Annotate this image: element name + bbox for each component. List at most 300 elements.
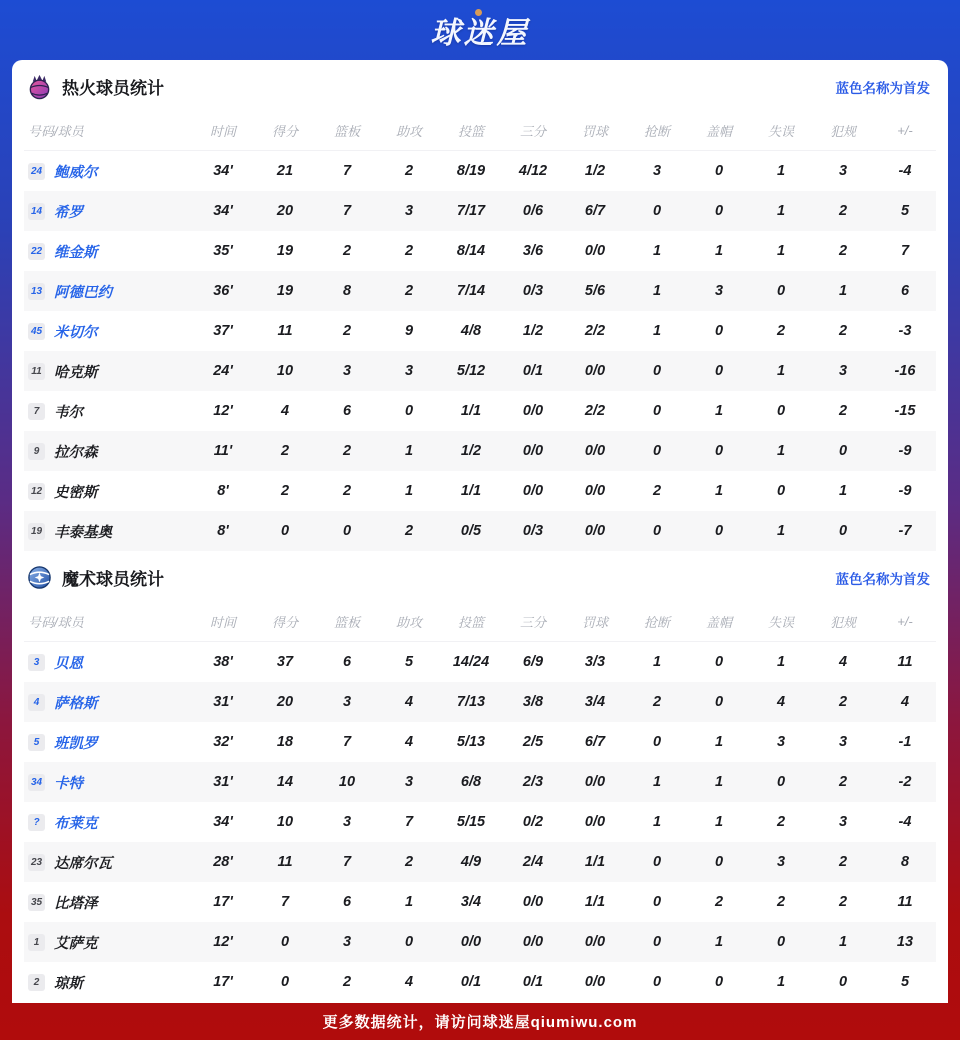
jersey-number-badge: 4 bbox=[28, 694, 45, 711]
stat-value: 1 bbox=[714, 403, 724, 419]
stat-value: 28' bbox=[213, 854, 233, 870]
stat-value: 0 bbox=[776, 403, 786, 419]
stat-value: 2 bbox=[404, 854, 414, 870]
stat-value: 12' bbox=[213, 403, 233, 419]
stat-value: 11 bbox=[277, 854, 293, 870]
stat-value: 17' bbox=[213, 894, 233, 910]
stat-value: 2 bbox=[838, 243, 848, 259]
stat-value: 6/7 bbox=[584, 203, 606, 219]
stat-value: 0 bbox=[838, 443, 848, 459]
stat-value: 3/4 bbox=[584, 694, 606, 710]
stat-value: 0/1 bbox=[522, 363, 544, 379]
player-name[interactable]: 卡特 bbox=[54, 775, 83, 792]
stat-value: 1 bbox=[776, 974, 786, 990]
stat-value: 0 bbox=[652, 203, 662, 219]
stat-value: 0 bbox=[652, 403, 662, 419]
stat-value: 6/7 bbox=[584, 734, 606, 750]
stat-value: 2 bbox=[280, 483, 290, 499]
stat-value: 0 bbox=[714, 694, 724, 710]
stat-value: 37' bbox=[213, 323, 233, 339]
stat-value: 3 bbox=[342, 814, 352, 830]
stat-value: 4 bbox=[900, 694, 910, 710]
jersey-number-badge: 3 bbox=[28, 654, 45, 671]
column-header: 抢断 bbox=[643, 124, 670, 139]
stat-value: 0 bbox=[714, 523, 724, 539]
stat-value: 2 bbox=[776, 323, 786, 339]
stat-value: 11 bbox=[897, 894, 913, 910]
stat-value: 1 bbox=[714, 774, 724, 790]
column-header: 时间 bbox=[209, 615, 236, 630]
stat-value: 0/0 bbox=[522, 894, 544, 910]
stat-value: 0/5 bbox=[460, 523, 482, 539]
stat-value: 6 bbox=[900, 283, 910, 299]
stat-value: 0/0 bbox=[584, 363, 606, 379]
jersey-number-badge: 35 bbox=[28, 894, 45, 911]
stat-value: 31' bbox=[213, 774, 233, 790]
player-cell bbox=[24, 772, 192, 793]
stat-value: 5 bbox=[900, 203, 910, 219]
stat-value: 2 bbox=[652, 694, 662, 710]
stat-value: 2 bbox=[838, 203, 848, 219]
stat-value: 2/4 bbox=[522, 854, 544, 870]
player-name[interactable]: 米切尔 bbox=[54, 324, 98, 341]
stat-value: 2 bbox=[342, 323, 352, 339]
player-cell bbox=[24, 852, 192, 873]
stat-value: 2 bbox=[838, 403, 848, 419]
jersey-number-badge: 7 bbox=[28, 403, 45, 420]
stat-value: 0 bbox=[714, 323, 724, 339]
stat-value: 0 bbox=[776, 483, 786, 499]
site-footer bbox=[0, 1003, 960, 1040]
player-name[interactable]: 哈克斯 bbox=[54, 364, 98, 381]
stat-value: 0 bbox=[776, 283, 786, 299]
stat-value: 3 bbox=[404, 774, 414, 790]
section-title-magic: 魔术球员统计 bbox=[62, 570, 164, 589]
stat-value: 2 bbox=[404, 523, 414, 539]
stat-value: 2 bbox=[838, 694, 848, 710]
stat-value: 3 bbox=[776, 734, 786, 750]
stat-value: 0/0 bbox=[584, 523, 606, 539]
stat-value: 0 bbox=[280, 523, 290, 539]
stat-value: 2 bbox=[404, 243, 414, 259]
stat-value: 13 bbox=[896, 934, 914, 950]
stat-value: 1/1 bbox=[460, 483, 482, 499]
stat-value: 14/24 bbox=[452, 654, 490, 670]
column-header: 犯规 bbox=[829, 124, 856, 139]
stat-value: 2 bbox=[342, 443, 352, 459]
column-header: 盖帽 bbox=[705, 124, 732, 139]
player-row bbox=[24, 231, 936, 271]
stat-value: 8/19 bbox=[456, 163, 486, 179]
stat-value: 0 bbox=[652, 894, 662, 910]
player-row bbox=[24, 431, 936, 471]
player-row bbox=[24, 962, 936, 1002]
stat-value: 5/6 bbox=[584, 283, 606, 299]
jersey-number-badge: 13 bbox=[28, 283, 45, 300]
stat-value: 0 bbox=[652, 934, 662, 950]
stat-value: 3 bbox=[838, 363, 848, 379]
column-header: 篮板 bbox=[333, 124, 360, 139]
stat-value: 3/6 bbox=[522, 243, 544, 259]
column-header: 号码/球员 bbox=[28, 615, 84, 630]
stat-value: 4 bbox=[280, 403, 290, 419]
stat-value: 8/14 bbox=[456, 243, 486, 259]
stat-value: 6/9 bbox=[522, 654, 544, 670]
jersey-number-badge: ? bbox=[28, 814, 45, 831]
stat-value: 0 bbox=[652, 854, 662, 870]
player-cell bbox=[24, 652, 192, 673]
stat-value: 1 bbox=[652, 814, 662, 830]
player-cell bbox=[24, 241, 192, 262]
stat-value: 31' bbox=[213, 694, 233, 710]
player-name[interactable]: 艾萨克 bbox=[54, 935, 98, 952]
jersey-number-badge: 9 bbox=[28, 443, 45, 460]
stat-value: 1 bbox=[714, 814, 724, 830]
stat-value: 9 bbox=[404, 323, 414, 339]
stat-value: 1/2 bbox=[584, 163, 606, 179]
stat-value: 0/6 bbox=[522, 203, 544, 219]
player-row bbox=[24, 391, 936, 431]
stat-value: 2 bbox=[776, 894, 786, 910]
stat-value: 1 bbox=[404, 443, 414, 459]
player-row bbox=[24, 762, 936, 802]
player-cell bbox=[24, 401, 192, 422]
stat-value: 2 bbox=[280, 443, 290, 459]
player-row bbox=[24, 682, 936, 722]
stat-value: 1/1 bbox=[584, 854, 606, 870]
stat-value: 3/8 bbox=[522, 694, 544, 710]
stat-value: 6 bbox=[342, 403, 352, 419]
stat-value: 0 bbox=[404, 934, 414, 950]
player-name[interactable]: 比塔泽 bbox=[54, 895, 98, 912]
player-row bbox=[24, 271, 936, 311]
stat-value: 4/8 bbox=[460, 323, 482, 339]
stat-value: 1/2 bbox=[460, 443, 482, 459]
player-row bbox=[24, 922, 936, 962]
stat-value: 4/12 bbox=[518, 163, 548, 179]
player-row bbox=[24, 191, 936, 231]
stat-value: 2 bbox=[714, 894, 724, 910]
stat-value: 11' bbox=[213, 443, 233, 459]
stat-value: 3 bbox=[714, 283, 724, 299]
player-name[interactable]: 达席尔瓦 bbox=[54, 855, 112, 872]
stat-value: -4 bbox=[898, 163, 912, 179]
stat-value: 5/13 bbox=[456, 734, 486, 750]
stat-value: 5/15 bbox=[456, 814, 486, 830]
stat-value: 1 bbox=[714, 243, 724, 259]
stat-value: 3/4 bbox=[460, 894, 482, 910]
player-cell bbox=[24, 692, 192, 713]
stat-value: 0 bbox=[714, 654, 724, 670]
site-logo-text: 球迷屋 bbox=[430, 17, 530, 50]
stat-value: 3 bbox=[838, 163, 848, 179]
stat-value: 0/0 bbox=[584, 934, 606, 950]
stat-value: 0/0 bbox=[584, 814, 606, 830]
stat-value: 1 bbox=[776, 243, 786, 259]
jersey-number-badge: 5 bbox=[28, 734, 45, 751]
stat-value: 2 bbox=[838, 774, 848, 790]
stat-value: 10 bbox=[276, 814, 294, 830]
stat-value: 3 bbox=[342, 694, 352, 710]
stat-value: 8 bbox=[342, 283, 352, 299]
stat-value: -9 bbox=[898, 483, 912, 499]
stat-value: 2 bbox=[342, 483, 352, 499]
stat-value: 7/17 bbox=[456, 203, 486, 219]
stat-value: 11 bbox=[897, 654, 913, 670]
footer-text: 更多数据统计，请访问球迷屋qiumiwu.com bbox=[322, 1014, 638, 1031]
stat-value: 1 bbox=[714, 483, 724, 499]
stat-value: 2 bbox=[838, 894, 848, 910]
stats-card bbox=[12, 60, 948, 1003]
stat-value: 37 bbox=[276, 654, 294, 670]
stat-value: 7 bbox=[280, 894, 290, 910]
stat-value: 0 bbox=[714, 443, 724, 459]
stat-value: 0/3 bbox=[522, 283, 544, 299]
stat-value: 6 bbox=[342, 654, 352, 670]
jersey-number-badge: 34 bbox=[28, 774, 45, 791]
stat-value: 0 bbox=[280, 974, 290, 990]
stat-value: 3 bbox=[776, 854, 786, 870]
stat-value: 1 bbox=[776, 443, 786, 459]
jersey-number-badge: 1 bbox=[28, 934, 45, 951]
player-name[interactable]: 拉尔森 bbox=[54, 444, 98, 461]
column-header: 盖帽 bbox=[705, 615, 732, 630]
column-header: 篮板 bbox=[333, 615, 360, 630]
player-cell bbox=[24, 201, 192, 222]
stat-value: 1 bbox=[776, 363, 786, 379]
column-header: 罚球 bbox=[581, 615, 608, 630]
stat-value: 0 bbox=[776, 934, 786, 950]
stat-value: 3 bbox=[838, 814, 848, 830]
stat-value: 1 bbox=[404, 483, 414, 499]
stat-value: 2 bbox=[404, 163, 414, 179]
section-title-heat: 热火球员统计 bbox=[62, 79, 164, 98]
stat-value: 3/3 bbox=[584, 654, 606, 670]
starter-legend-heat: 蓝色名称为首发 bbox=[835, 80, 930, 96]
stat-value: 19 bbox=[276, 243, 294, 259]
stat-value: 2 bbox=[342, 974, 352, 990]
player-row bbox=[24, 802, 936, 842]
stat-value: 8 bbox=[900, 854, 910, 870]
player-name[interactable]: 萨格斯 bbox=[54, 695, 98, 712]
player-name[interactable]: 布莱克 bbox=[54, 815, 98, 832]
player-name[interactable]: 贝恩 bbox=[54, 655, 83, 672]
player-row bbox=[24, 842, 936, 882]
player-name[interactable]: 维金斯 bbox=[54, 244, 98, 261]
stat-value: 10 bbox=[338, 774, 356, 790]
stat-value: 0 bbox=[652, 734, 662, 750]
stat-value: 2/2 bbox=[584, 323, 606, 339]
stat-value: 32' bbox=[213, 734, 233, 750]
player-cell bbox=[24, 732, 192, 753]
player-cell bbox=[24, 481, 192, 502]
stat-value: 1/1 bbox=[460, 403, 482, 419]
stat-value: 4/9 bbox=[460, 854, 482, 870]
player-name[interactable]: 韦尔 bbox=[54, 404, 83, 421]
player-name[interactable]: 鲍威尔 bbox=[54, 164, 98, 181]
player-name[interactable]: 琼斯 bbox=[54, 975, 83, 992]
stat-value: 20 bbox=[276, 694, 294, 710]
stat-value: 2/2 bbox=[584, 403, 606, 419]
section-header-heat bbox=[24, 60, 936, 111]
table-header-heat bbox=[24, 111, 936, 151]
section-header-magic bbox=[24, 551, 936, 602]
stat-value: 0/0 bbox=[522, 483, 544, 499]
player-row bbox=[24, 351, 936, 391]
stat-value: 2/5 bbox=[522, 734, 544, 750]
jersey-number-badge: 24 bbox=[28, 163, 45, 180]
column-header: 罚球 bbox=[581, 124, 608, 139]
player-cell bbox=[24, 932, 192, 953]
stat-value: 5 bbox=[404, 654, 414, 670]
stat-value: 7 bbox=[342, 203, 352, 219]
stat-value: 0 bbox=[714, 363, 724, 379]
column-header: 投篮 bbox=[457, 124, 484, 139]
stat-value: 0/0 bbox=[584, 774, 606, 790]
stat-value: 0/0 bbox=[522, 403, 544, 419]
player-row bbox=[24, 311, 936, 351]
stat-value: 1/1 bbox=[584, 894, 606, 910]
column-header: 抢断 bbox=[643, 615, 670, 630]
stat-value: -1 bbox=[898, 734, 912, 750]
stat-value: 34' bbox=[213, 163, 233, 179]
stat-value: -7 bbox=[898, 523, 912, 539]
stat-value: 7/13 bbox=[456, 694, 486, 710]
stat-value: 7 bbox=[342, 163, 352, 179]
stat-value: 3 bbox=[652, 163, 662, 179]
site-logo[interactable] bbox=[431, 8, 530, 52]
player-name[interactable]: 班凯罗 bbox=[54, 735, 98, 752]
stat-value: 0 bbox=[714, 163, 724, 179]
player-cell bbox=[24, 972, 192, 993]
stat-value: -9 bbox=[898, 443, 912, 459]
stat-value: 3 bbox=[342, 934, 352, 950]
stat-value: 8' bbox=[217, 523, 229, 539]
stat-value: 0/0 bbox=[584, 443, 606, 459]
column-header: 助攻 bbox=[395, 124, 422, 139]
stat-value: 4 bbox=[404, 974, 414, 990]
player-name[interactable]: 史密斯 bbox=[54, 484, 98, 501]
team-section-magic bbox=[24, 551, 936, 1002]
stat-value: 20 bbox=[276, 203, 294, 219]
stat-value: 1 bbox=[652, 283, 662, 299]
stat-value: 38' bbox=[213, 654, 233, 670]
stat-value: 11 bbox=[277, 323, 293, 339]
stat-value: -15 bbox=[894, 403, 916, 419]
stat-value: 0 bbox=[652, 363, 662, 379]
column-header: +/- bbox=[897, 123, 913, 138]
player-cell bbox=[24, 161, 192, 182]
column-header: +/- bbox=[897, 614, 913, 629]
column-header: 得分 bbox=[271, 124, 298, 139]
stat-value: 5/12 bbox=[456, 363, 486, 379]
stat-value: 0/1 bbox=[522, 974, 544, 990]
stat-value: -16 bbox=[894, 363, 916, 379]
stat-value: -2 bbox=[898, 774, 912, 790]
stat-value: 2 bbox=[652, 483, 662, 499]
player-name[interactable]: 希罗 bbox=[54, 204, 83, 221]
stat-value: 5 bbox=[900, 974, 910, 990]
player-name[interactable]: 阿德巴约 bbox=[54, 284, 112, 301]
player-name[interactable]: 丰泰基奥 bbox=[54, 524, 112, 541]
player-cell bbox=[24, 321, 192, 342]
player-row bbox=[24, 511, 936, 551]
player-cell bbox=[24, 281, 192, 302]
table-body-magic bbox=[24, 642, 936, 1002]
player-cell bbox=[24, 361, 192, 382]
heat-flaming-ball-icon bbox=[26, 73, 53, 100]
stat-value: 0 bbox=[776, 774, 786, 790]
stat-value: 1 bbox=[652, 774, 662, 790]
stat-value: 3 bbox=[342, 363, 352, 379]
stat-value: 8' bbox=[217, 483, 229, 499]
stat-value: 24' bbox=[213, 363, 233, 379]
player-row bbox=[24, 882, 936, 922]
stat-value: 2 bbox=[342, 243, 352, 259]
stat-value: 1 bbox=[776, 163, 786, 179]
team-section-heat bbox=[24, 60, 936, 551]
player-cell bbox=[24, 521, 192, 542]
column-header: 犯规 bbox=[829, 615, 856, 630]
column-header: 助攻 bbox=[395, 615, 422, 630]
player-row bbox=[24, 471, 936, 511]
stat-value: 0 bbox=[652, 974, 662, 990]
column-header: 失误 bbox=[767, 615, 794, 630]
stat-value: 1 bbox=[776, 523, 786, 539]
stat-value: 21 bbox=[276, 163, 294, 179]
jersey-number-badge: 19 bbox=[28, 523, 45, 540]
stat-value: 18 bbox=[276, 734, 294, 750]
jersey-number-badge: 22 bbox=[28, 243, 45, 260]
stat-value: 0/0 bbox=[584, 974, 606, 990]
stat-value: 1 bbox=[838, 483, 848, 499]
jersey-number-badge: 11 bbox=[28, 363, 45, 380]
stat-value: 0 bbox=[652, 523, 662, 539]
stat-value: 4 bbox=[404, 734, 414, 750]
stat-value: 35' bbox=[213, 243, 233, 259]
stat-value: 0 bbox=[714, 203, 724, 219]
stat-value: 2 bbox=[838, 323, 848, 339]
stat-value: 36' bbox=[213, 283, 233, 299]
stat-value: 1 bbox=[652, 654, 662, 670]
stat-value: 0/0 bbox=[584, 243, 606, 259]
stat-value: 1 bbox=[714, 734, 724, 750]
stat-value: 0 bbox=[652, 443, 662, 459]
stat-value: 0/0 bbox=[522, 934, 544, 950]
table-body-heat bbox=[24, 151, 936, 551]
column-header: 三分 bbox=[519, 615, 546, 630]
stat-value: 12' bbox=[213, 934, 233, 950]
player-cell bbox=[24, 892, 192, 913]
column-header: 时间 bbox=[209, 124, 236, 139]
stat-value: 1/2 bbox=[522, 323, 544, 339]
stat-value: 0/0 bbox=[584, 483, 606, 499]
column-header: 号码/球员 bbox=[28, 124, 84, 139]
stat-value: -3 bbox=[898, 323, 912, 339]
jersey-number-badge: 2 bbox=[28, 974, 45, 991]
stat-value: 19 bbox=[276, 283, 294, 299]
stat-value: 0/2 bbox=[522, 814, 544, 830]
stat-value: 4 bbox=[776, 694, 786, 710]
stat-value: 1 bbox=[652, 243, 662, 259]
starter-legend-magic: 蓝色名称为首发 bbox=[835, 571, 930, 587]
stat-value: 1 bbox=[776, 654, 786, 670]
stat-value: 34' bbox=[213, 203, 233, 219]
jersey-number-badge: 14 bbox=[28, 203, 45, 220]
stat-value: 3 bbox=[404, 363, 414, 379]
stat-value: 1 bbox=[714, 934, 724, 950]
stat-value: 4 bbox=[838, 654, 848, 670]
